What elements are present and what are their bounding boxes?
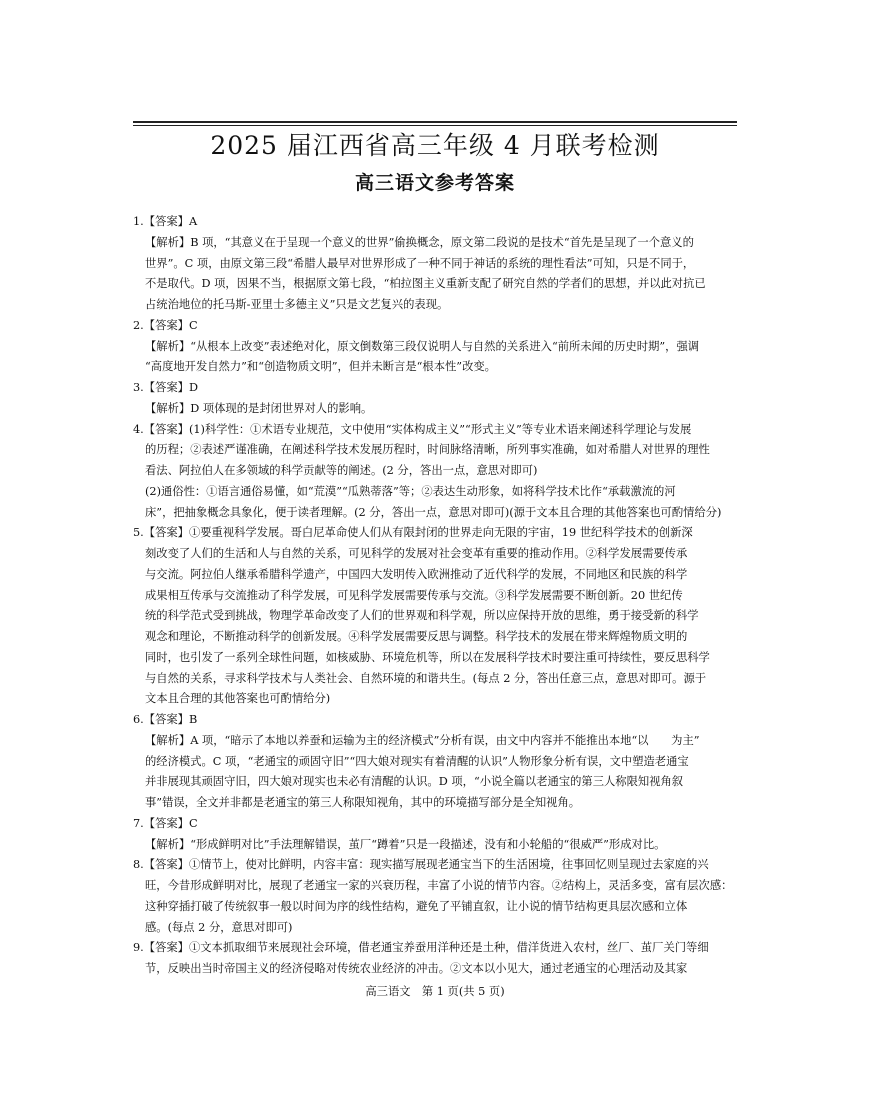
answer-line: 3.【答案】D (133, 381, 199, 394)
answer-line: 9.【答案】①文本抓取细节来展现社会环境，借老通宝养蚕用洋种还是土种，借洋货进入农村，丝厂、茧厂关门等细 (133, 941, 709, 955)
answer-line: 5.【答案】①要重视科学发展。哥白尼革命使人们从有限封闭的世界走向无限的宇宙，19 世纪科学技术的创新深 (133, 526, 693, 540)
analysis-line: 与交流。阿拉伯人继承希腊科学遗产，中国四大发明传入欧洲推动了近代科学的发展，不同地区和民族的科学 (145, 567, 688, 581)
analysis-line: 【解析】“形成鲜明对比”手法理解错误，茧厂“蹲着”只是一段描述，没有和小轮船的“很威严”形成对比。 (145, 837, 666, 851)
answer-line: 6.【答案】B (133, 713, 198, 726)
question-block (133, 710, 739, 814)
header-rule (133, 121, 737, 123)
question-block (133, 523, 739, 710)
header-rule-thin (133, 125, 737, 126)
analysis-line: 文本且合理的其他答案也可酌情给分) (145, 692, 331, 706)
question-block (133, 814, 739, 856)
analysis-line: 统的科学范式受到挑战，物理学革命改变了人们的世界观和科学观，所以应保持开放的思维，勇于接受新的科学 (145, 609, 699, 623)
analysis-line: 节，反映出当时帝国主义的经济侵略对传统农业经济的冲击。②文本以小见大，通过老通宝的心理活动及其家 (145, 962, 688, 975)
analysis-line: 的历程；②表述严谨准确，在阐述科学技术发展历程时，时间脉络清晰，所列事实准确，如对希腊人对世界的理性 (145, 443, 710, 457)
analysis-line: 【解析】“从根本上改变”表述绝对化，原文倒数第三段仅说明人与自然的关系进入“前所未闻的历史时期”，强调 (145, 339, 700, 353)
page-subtitle: 高三语文参考答案 (354, 172, 515, 194)
analysis-line: 这种穿插打破了传统叙事一般以时间为序的线性结构，避免了平铺直叙，让小说的情节结构更具层次感和立体 (145, 899, 688, 913)
answer-line: 2.【答案】C (133, 318, 198, 332)
analysis-line: 【解析】B 项，“其意义在于呈现一个意义的世界”偷换概念，原文第二段说的是技术“首先是呈现了一个意义的 (145, 235, 694, 249)
question-block (133, 378, 739, 420)
answer-body (133, 212, 739, 980)
analysis-line: “高度地开发自然力”和“创造物质文明”，但并未断言是“根本性”改变。 (145, 360, 496, 374)
analysis-line: 【解析】D 项体现的是封闭世界对人的影响。 (145, 401, 373, 415)
analysis-line: 事”错误，全文并非都是老通宝的第三人称限知视角，其中的环境描写部分是全知视角。 (145, 796, 581, 809)
analysis-line: 的经济模式。C 项，“老通宝的顽固守旧”“四大娘对现实有着清醒的认识”人物形象分析有误，文中塑造老通宝 (145, 754, 689, 768)
analysis-line: 世界”。C 项，由原文第三段“希腊人最早对世界形成了一种不同于神话的系统的理性看法”可知，只是不同于， (145, 256, 695, 270)
analysis-line: 感。(每点 2 分，意思对即可) (145, 920, 293, 934)
analysis-line: 看法、阿拉伯人在多领域的科学贡献等的阐述。(2 分，答出一点，意思对即可) (145, 464, 538, 477)
answer-line: 8.【答案】①情节上，使对比鲜明，内容丰富：现实描写展现老通宝当下的生活困境，往事回忆则呈现过去家庭的兴 (133, 858, 709, 872)
answer-line: 4.【答案】(1)科学性：①术语专业规范，文中使用“实体构成主义”“形式主义”等专业术语来阐述科学理论与发展 (133, 422, 692, 436)
analysis-line: 不是取代。D 项，因果不当，根据原文第七段，“柏拉图主义重新支配了研究自然的学者们的思想，并以此对抗已 (145, 277, 706, 291)
analysis-line: 刻改变了人们的生活和人与自然的关系，可见科学的发展对社会变革有重要的推动作用。②科学发展需要传承 (145, 547, 688, 560)
analysis-line: 【解析】A 项，“暗示了本地以养蚕和运输为主的经济模式”分析有误，由文中内容并不能推出本地“以 为主” (145, 733, 700, 747)
analysis-line: 旺，今昔形成鲜明对比，展现了老通宝一家的兴衰历程，丰富了小说的情节内容。②结构上，灵活多变，富有层次感： (145, 879, 733, 892)
question-block (133, 212, 739, 316)
page-title: 2025 届江西省高三年级 4 月联考检测 (210, 131, 660, 160)
question-block (133, 420, 739, 524)
page-footer: 高三语文 第 1 页(共 5 页) (365, 985, 505, 998)
analysis-line: 并非展现其顽固守旧，四大娘对现实也未必有清醒的认识。D 项，“小说全篇以老通宝的第三人称限知视角叙 (145, 775, 684, 789)
analysis-line: 床”，把抽象概念具象化，便于读者理解。(2 分，答出一点，意思对即可)(源于文本且合理的其他答案也可酌情给分) (145, 505, 722, 519)
analysis-line: 观念和理论，不断推动科学的创新发展。④科学发展需要反思与调整。科学技术的发展在带来辉煌物质文明的 (145, 630, 688, 643)
question-block (133, 855, 739, 938)
analysis-line: 成果相互传承与交流推动了科学发展，可见科学发展需要传承与交流。③科学发展需要不断创新。20 世纪传 (145, 588, 683, 602)
question-block (133, 938, 739, 980)
answer-line: 1.【答案】A (133, 215, 198, 228)
question-block (133, 316, 739, 378)
answer-line: 7.【答案】C (133, 816, 198, 830)
analysis-line: 与自然的关系，寻求科学技术与人类社会、自然环境的和谐共生。(每点 2 分，答出任意三点，意思对即可。源于 (145, 671, 707, 685)
analysis-line: (2)通俗性：①语言通俗易懂，如“荒漠”“瓜熟蒂落”等；②表达生动形象，如将科学技术比作“承载激流的河 (145, 484, 676, 498)
analysis-line: 同时，也引发了一系列全球性问题，如核威胁、环境危机等，所以在发展科学技术时要注重可持续性，要反思科学 (145, 650, 710, 664)
analysis-line: 占统治地位的托马斯-亚里士多德主义”只是文艺复兴的表现。 (145, 298, 449, 311)
